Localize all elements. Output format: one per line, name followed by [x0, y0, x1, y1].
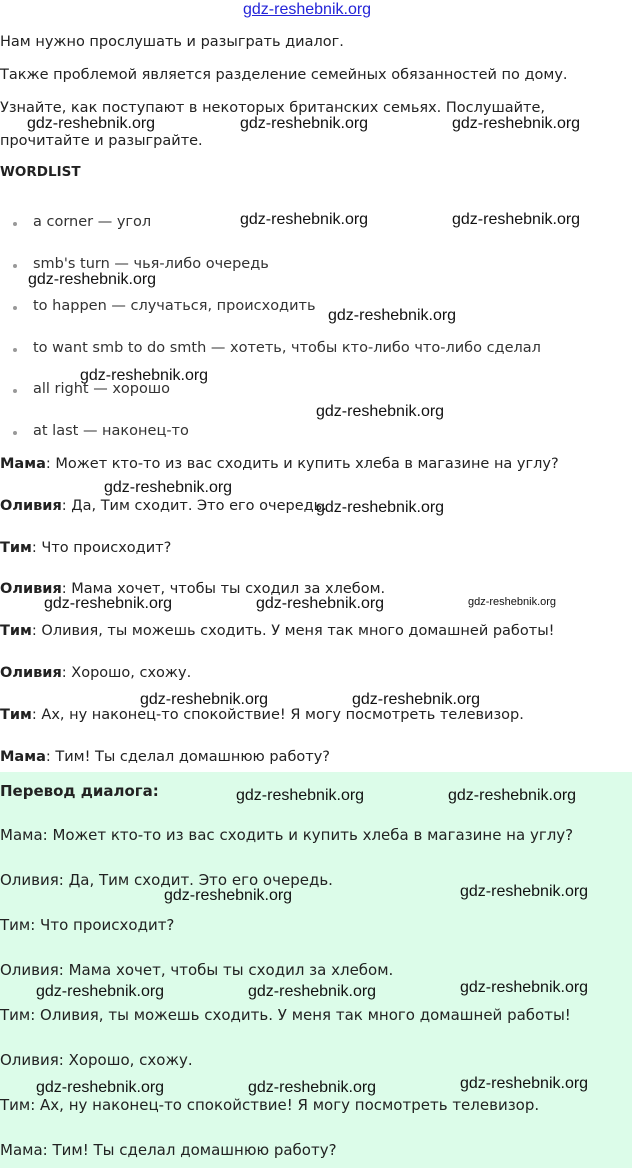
translation-line: Оливия: Хорошо, схожу. — [0, 1051, 193, 1069]
watermark: gdz-reshebnik.org — [448, 787, 577, 804]
watermark: gdz-reshebnik.org — [236, 787, 365, 804]
translation-line: Оливия: Да, Тим сходит. Это его очередь. — [0, 871, 333, 889]
watermark: gdz-reshebnik.org — [468, 596, 557, 608]
watermark: gdz-reshebnik.org — [248, 983, 377, 1000]
dialogue-line — [0, 748, 330, 767]
wordlist-item-text: at last — наконец-то — [33, 423, 189, 439]
dialogue-line — [0, 497, 327, 516]
wordlist-item — [17, 423, 189, 439]
watermark: gdz-reshebnik.org — [44, 595, 173, 612]
watermark: gdz-reshebnik.org — [256, 595, 385, 612]
wordlist-item-text: all right — хорошо — [33, 381, 171, 397]
watermark: gdz-reshebnik.org — [328, 307, 457, 324]
site-link[interactable]: gdz-reshebnik.org — [243, 1, 372, 18]
speaker-name: Тим — [0, 707, 32, 723]
watermark: gdz-reshebnik.org — [452, 211, 581, 228]
speaker-name: Оливия — [0, 581, 62, 597]
dialogue-text: : Да, Тим сходит. Это его очередь. — [61, 498, 327, 514]
speaker-name: Оливия — [0, 665, 62, 681]
watermark: gdz-reshebnik.org — [36, 983, 165, 1000]
watermark: gdz-reshebnik.org — [164, 887, 293, 904]
watermark: gdz-reshebnik.org — [240, 115, 369, 132]
watermark: gdz-reshebnik.org — [28, 271, 157, 288]
wordlist-item-text: to want smb to do smth — хотеть, чтобы кто-либо что-либо сделал — [33, 340, 541, 356]
translation-title: Перевод диалога: — [0, 782, 159, 800]
speaker-name: Мама — [0, 456, 46, 472]
watermark: gdz-reshebnik.org — [460, 883, 589, 900]
watermark: gdz-reshebnik.org — [316, 499, 445, 516]
translation-line: Тим: Оливия, ты можешь сходить. У меня так много домашней работы! — [0, 1006, 571, 1024]
speaker-name: Оливия — [0, 498, 62, 514]
watermark: gdz-reshebnik.org — [36, 1079, 165, 1096]
intro-line-4: прочитайте и разыграйте. — [0, 133, 203, 149]
wordlist-title: WORDLIST — [0, 164, 81, 180]
dialogue-text: : Хорошо, схожу. — [61, 665, 192, 681]
dialogue-text: : Оливия, ты можешь сходить. У меня так много домашней работы! — [31, 623, 555, 639]
watermark: gdz-reshebnik.org — [452, 115, 581, 132]
watermark: gdz-reshebnik.org — [240, 211, 369, 228]
watermark: gdz-reshebnik.org — [27, 115, 156, 132]
wordlist-item-text: smb's turn — чья-либо очередь — [33, 256, 269, 272]
translation-line: Мама: Может кто-то из вас сходить и купить хлеба в магазине на углу? — [0, 826, 574, 844]
watermark: gdz-reshebnik.org — [248, 1079, 377, 1096]
translation-line: Тим: Что происходит? — [0, 916, 175, 934]
speaker-name: Тим — [0, 623, 32, 639]
translation-line: Мама: Тим! Ты сделал домашнюю работу? — [0, 1141, 337, 1159]
watermark: gdz-reshebnik.org — [352, 691, 481, 708]
speaker-name: Мама — [0, 749, 46, 765]
watermark: gdz-reshebnik.org — [316, 403, 445, 420]
wordlist-item — [17, 340, 541, 356]
wordlist-item — [17, 214, 151, 230]
translation-line: Тим: Ах, ну наконец-то спокойствие! Я могу посмотреть телевизор. — [0, 1096, 540, 1114]
intro-line-2: Также проблемой является разделение семейных обязанностей по дому. — [0, 67, 568, 83]
dialogue-text: : Мама хочет, чтобы ты сходил за хлебом. — [61, 581, 386, 597]
watermark: gdz-reshebnik.org — [460, 979, 589, 996]
dialogue-line — [0, 664, 191, 683]
dialogue-text: : Тим! Ты сделал домашнюю работу? — [45, 749, 330, 765]
watermark: gdz-reshebnik.org — [460, 1075, 589, 1092]
wordlist-item-text: to happen — случаться, происходить — [33, 298, 316, 314]
speaker-name: Тим — [0, 540, 32, 556]
watermark: gdz-reshebnik.org — [80, 367, 209, 384]
dialogue-text: : Может кто-то из вас сходить и купить хлеба в магазине на углу? — [45, 456, 559, 472]
watermark: gdz-reshebnik.org — [104, 479, 233, 496]
translation-line: Оливия: Мама хочет, чтобы ты сходил за хлебом. — [0, 961, 394, 979]
dialogue-text: : Ах, ну наконец-то спокойствие! Я могу посмотреть телевизор. — [31, 707, 524, 723]
wordlist-item-text: a corner — угол — [33, 214, 152, 230]
dialogue-line — [0, 622, 554, 641]
intro-line-1: Нам нужно прослушать и разыграть диалог. — [0, 34, 344, 50]
watermark: gdz-reshebnik.org — [140, 691, 269, 708]
wordlist-item — [17, 256, 269, 272]
wordlist-item — [17, 298, 316, 314]
dialogue-text: : Что происходит? — [31, 540, 172, 556]
dialogue-line — [0, 539, 171, 558]
intro-line-3: Узнайте, как поступают в некоторых британских семьях. Послушайте, — [0, 100, 546, 116]
dialogue-line — [0, 455, 559, 474]
